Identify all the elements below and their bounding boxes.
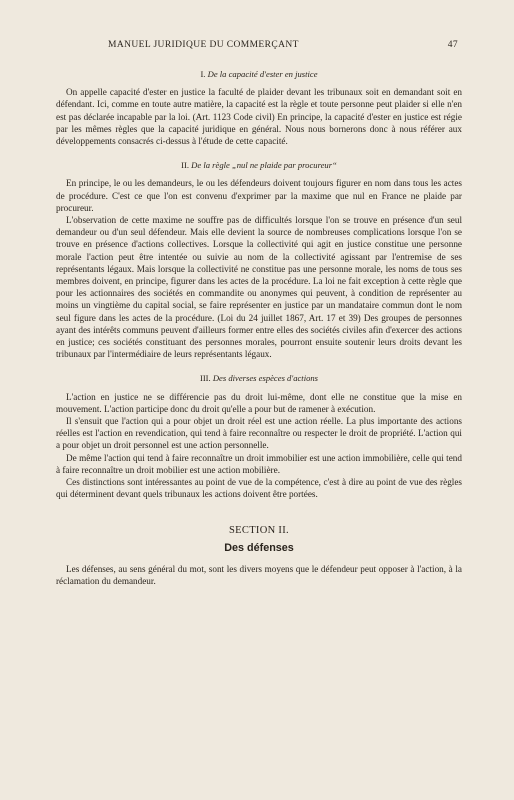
- paragraph: L'action en justice ne se différencie pas du droit lui-même, dont elle ne constitue que la mise en mouvement. L'action participe donc du droit qu'elle a pour but de ramener à exécution.: [56, 391, 462, 414]
- paragraph: L'observation de cette maxime ne souffre pas de difficultés lorsque l'on se trouve en présence d'un seul demandeur ou d'un seul défendeur. Mais elle devient la source de nombreuses complications lorsque l'on se trouve en présence d'actions collectives. Lorsque la collectivité qui agit en justice constitue une personne morale l'action peut être intentée ou suivie au nom de la collectivité agissant par l'entremise de ses représentants légaux. Mais lorsque la collectivité ne constitue pas une personne morale, les noms de tous ses membres doivent, en principe, figurer dans les actes de la procédure. La loi ne fait exception à cette règle que pour les actionnaires des sociétés en commandite ou anonymes qui peuvent, à condition de représenter au moins un vingtième du capital social, se faire représenter en justice par un mandataire commun dont le nom seul figure dans les actes de la procédure. (Loi du 24 juillet 1867, Art. 17 et 39) Des groupes de personnes ayant des intérêts communs peuvent d'ailleurs former entre elles des sociétés civiles afin d'exercer des actions en justice; ces sociétés constituant des personnes morales, pourront ensuite soutenir leurs droits devant les tribunaux par l'intermédiaire de leurs représentants légaux.: [56, 215, 462, 360]
- heading-nul-ne-plaide: [56, 159, 462, 171]
- paragraph: De même l'action qui tend à faire reconnaître un droit immobilier est une action immobilière, celle qui tend à faire reconnaître un droit mobilier est une action mobilière.: [56, 452, 462, 475]
- heading-especes-actions: [56, 372, 462, 384]
- paragraph: Il s'ensuit que l'action qui a pour objet un droit réel est une action réelle. La plus importante des actions réelles est l'action en revendication, qui tend à faire reconnaître ou respecter le droit de propriété. L'action qui a pour objet un droit personnel est une action personnelle.: [56, 416, 462, 451]
- page-content: [56, 68, 462, 587]
- heading-number: III.: [199, 373, 211, 384]
- heading-capacite-ester: [56, 68, 462, 80]
- heading-number: II.: [181, 160, 190, 171]
- page-number: 47: [447, 40, 458, 50]
- page-header: [0, 40, 514, 54]
- section-subtitle: Des défenses: [224, 541, 294, 554]
- heading-text: Des diverses espèces d'actions: [212, 373, 319, 384]
- paragraph: En principe, le ou les demandeurs, le ou les défendeurs doivent toujours figurer en nom dans tous les actes de procédure. C'est ce que l'on est convenu d'exprimer par la maxime que nul en France ne plaide par procureur.: [56, 178, 462, 213]
- paragraph: Ces distinctions sont intéressantes au point de vue de la compétence, c'est à dire au point de vue des règles qui déterminent devant quels tribunaux les actions doivent être portées.: [56, 477, 462, 500]
- heading-text: De la capacité d'ester en justice: [207, 69, 318, 79]
- heading-text: De la règle „nul ne plaide par procureur“: [191, 160, 337, 171]
- paragraph: Les défenses, au sens général du mot, sont les divers moyens que le défendeur peut opposer à l'action, à la réclamation du demandeur.: [56, 563, 462, 587]
- heading-number: I.: [200, 69, 206, 79]
- section-title: SECTION II.: [229, 524, 289, 536]
- running-title: MANUEL JURIDIQUE DU COMMERÇANT: [108, 40, 299, 50]
- paragraph: On appelle capacité d'ester en justice la faculté de plaider devant les tribunaux soit en demandant soit en défendant. Ici, comme en toute autre matière, la capacité est la règle et toute personne peut plaider si elle n'en est pas déclarée incapable par la loi. (Art. 1123 Code civil) En principe, la capacité d'ester en justice est régie par les mêmes règles que la capacité juridique en général. Nous nous bornerons donc à nous référer aux développements consacrés ci-dessus à l'étude de cette capacité.: [56, 87, 462, 147]
